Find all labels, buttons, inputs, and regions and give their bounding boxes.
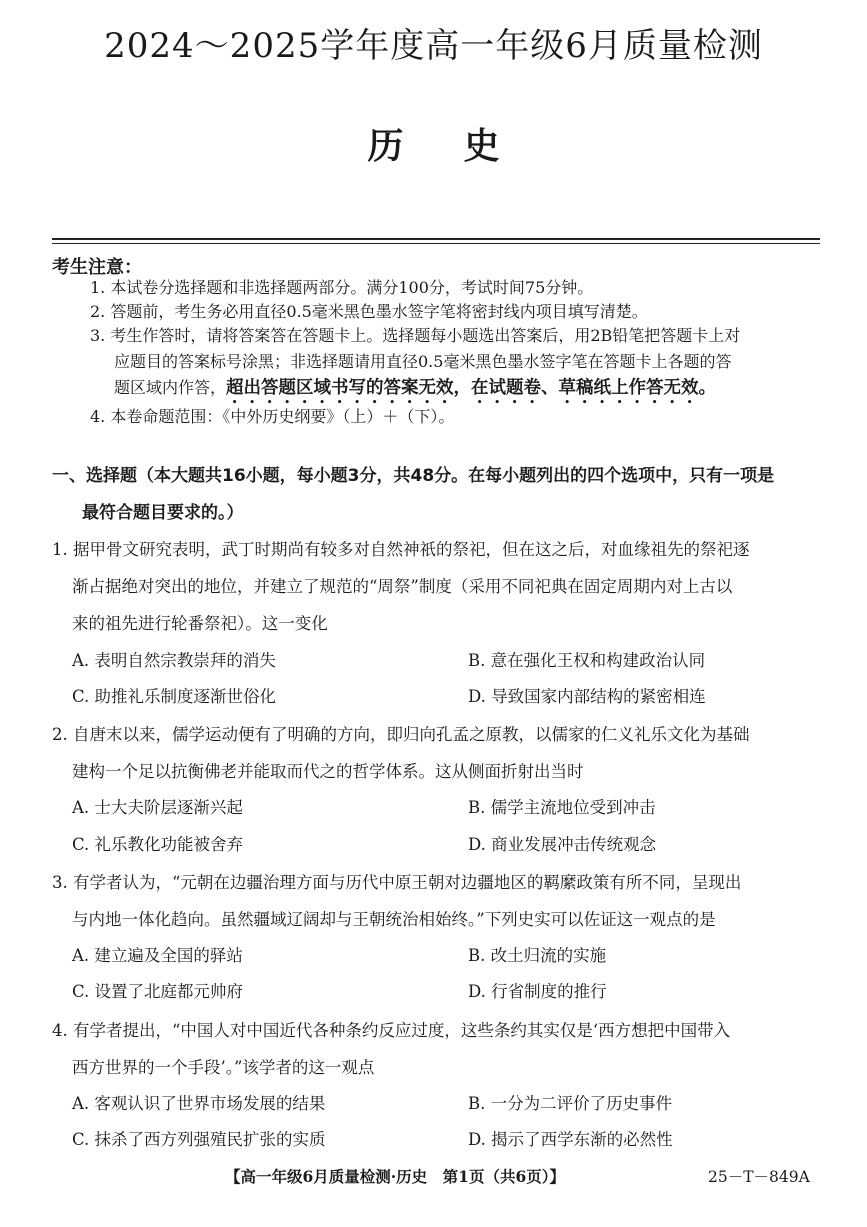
subject-title: 历史 [367,125,560,167]
question-2-line2: 建构一个足以抗衡佛老并能取而代之的哲学体系。这从侧面折射出当时 [72,762,584,781]
notice-title: 考生注意： [52,257,142,278]
notice-item-3-text: 题区域内作答， [114,378,227,397]
header-divider-thick [52,238,820,240]
question-4-line1: 4. 有学者提出，“中国人对中国近代各种条约反应过度，这些条约其实仅是‘西方想把中国带入 [52,1021,731,1040]
question-4-option-a: A. 客观认识了世界市场发展的结果 [72,1094,326,1113]
question-3-line2: 与内地一体化趋向。虽然疆域辽阔却与王朝统治相始终。”下列史实可以佐证这一观点的是 [72,910,716,929]
question-2-option-c: C. 礼乐教化功能被舍弃 [72,835,244,854]
notice-item-4: 4. 本卷命题范围：《中外历史纲要》（上）＋（下）。 [90,407,455,426]
question-1-line3: 来的祖先进行轮番祭祀）。这一变化 [72,614,328,633]
question-2-option-d: D. 商业发展冲击传统观念 [468,835,657,854]
question-4-option-d: D. 揭示了西学东渐的必然性 [468,1130,673,1149]
paper-code: 25－T－849A [708,1168,810,1186]
question-3-option-b: B. 改土归流的实施 [468,946,607,965]
section-heading-line1: 一、选择题（本大题共16小题，每小题3分，共48分。在每小题列出的四个选项中，只有一项是 [52,466,775,486]
notice-item-3-line1: 3. 考生作答时，请将答案答在答题卡上。选择题每小题选出答案后，用2B铅笔把答题卡上对 [90,326,741,345]
question-3-option-d: D. 行省制度的推行 [468,982,607,1001]
section-heading-line2: 最符合题目要求的。） [82,503,244,523]
page-footer: 【高一年级6月质量检测·历史 第1页（共6页）】 [225,1167,566,1186]
question-1-option-d: D. 导致国家内部结构的紧密相连 [468,687,706,706]
question-1-line1: 1. 据甲骨文研究表明，武丁时期尚有较多对自然神祇的祭祀，但在这之后，对血缘祖先的祭祀逐 [52,540,750,559]
question-4-stem [52,1012,827,1086]
notice-item-2: 2. 答题前，考生务必用直径0.5毫米黑色墨水签字笔将密封线内项目填写清楚。 [90,302,648,321]
question-4-line2: 西方世界的一个手段’。”该学者的这一观点 [72,1058,375,1077]
question-3-option-c: C. 设置了北庭都元帅府 [72,982,244,1001]
notice-item-3-line2: 应题目的答案标号涂黑；非选择题请用直径0.5毫米黑色墨水签字笔在答题卡上各题的答 [114,352,732,371]
section-heading-choice [52,458,832,532]
question-1-stem [52,531,827,642]
exam-title: 2024～2025学年度高一年级6月质量检测 [104,26,763,66]
question-1-option-b: B. 意在强化王权和构建政治认同 [468,651,706,670]
header-divider-thin [52,243,820,244]
question-3-option-a: A. 建立遍及全国的驿站 [72,946,243,965]
notice-item-3 [90,323,825,408]
question-2-option-a: A. 士大夫阶层逐渐兴起 [72,798,243,817]
question-2-option-b: B. 儒学主流地位受到冲击 [468,798,656,817]
notice-item-3-emphasis: 超出答题区域书写的答案无效，在试题卷、草稿纸上作答无效。 [226,378,717,398]
question-2-stem [52,716,827,790]
question-2-line1: 2. 自唐末以来，儒学运动便有了明确的方向，即归向孔孟之原教，以儒家的仁义礼乐文化为基础 [52,725,750,744]
question-4-option-b: B. 一分为二评价了历史事件 [468,1094,673,1113]
question-1-line2: 渐占据绝对突出的地位，并建立了规范的“周祭”制度（采用不同祀典在固定周期内对上古以 [72,577,733,596]
question-3-stem [52,864,827,938]
question-1-option-a: A. 表明自然宗教崇拜的消失 [72,651,276,670]
question-4-option-c: C. 抹杀了西方列强殖民扩张的实质 [72,1130,326,1149]
question-3-line1: 3. 有学者认为，“元朝在边疆治理方面与历代中原王朝对边疆地区的羁縻政策有所不同，呈现出 [52,873,742,892]
notice-item-1: 1. 本试卷分选择题和非选择题两部分。满分100分，考试时间75分钟。 [90,278,594,297]
question-1-option-c: C. 助推礼乐制度逐渐世俗化 [72,687,277,706]
